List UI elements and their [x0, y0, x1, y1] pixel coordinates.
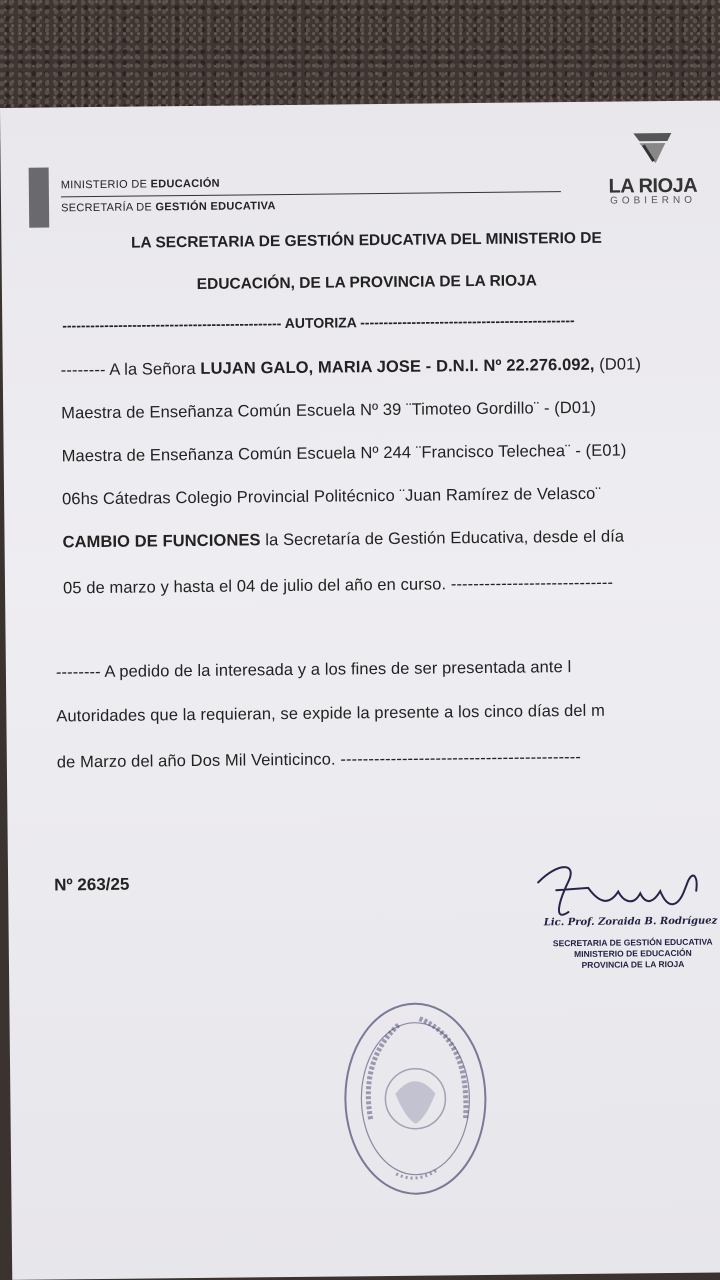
body-line-1-name: LUJAN GALO, MARIA JOSE - D.N.I. Nº 22.276.092,	[200, 355, 595, 378]
body-line-5	[62, 526, 720, 552]
logo-title: LA RIOJA	[608, 174, 698, 198]
body-line-5-suffix: la Secretaría de Gestión Educativa, desde el día	[260, 527, 625, 550]
body-line-2: Maestra de Enseñanza Común Escuela Nº 39 ¨Timoteo Gordillo¨ - (D01)	[61, 398, 597, 423]
logo-subtitle: GOBIERNO	[609, 194, 697, 207]
body-line-1	[61, 354, 720, 380]
signatory-title-line2: MINISTERIO DE EDUCACIÓN	[574, 947, 692, 960]
secretaria-prefix: SECRETARÍA DE	[60, 201, 153, 215]
ministry-name: EDUCACIÓN	[150, 177, 220, 191]
autoriza-heading: ----------------------------------------------- AUTORIZA ----------------------------------------------	[62, 311, 575, 334]
body-line-6: 05 de marzo y hasta el 04 de julio del año en curso. -----------------------------	[62, 573, 614, 598]
body-line-1-prefix: -------- A la Señora	[60, 359, 201, 380]
ministry-prefix: MINISTERIO DE	[60, 178, 148, 192]
official-seal-stamp	[339, 998, 491, 1200]
document-title-line1: LA SECRETARIA DE GESTIÓN EDUCATIVA DEL MINISTERIO DE	[130, 229, 602, 252]
header-accent-bar	[29, 167, 50, 227]
header-rule	[61, 191, 561, 197]
body-line-5-bold: CAMBIO DE FUNCIONES	[62, 531, 261, 552]
body-line-9: de Marzo del año Dos Mil Veinticinco. -------------------------------------------	[56, 747, 582, 772]
signatory-title-line1: SECRETARIA DE GESTIÓN EDUCATIVA	[552, 936, 713, 949]
document-number: Nº 263/25	[54, 874, 130, 895]
body-line-7: -------- A pedido de la interesada y a los fines de ser presentada ante l	[55, 658, 572, 682]
body-line-4: 06hs Cátedras Colegio Provincial Politécnico ¨Juan Ramírez de Velasco¨	[62, 484, 602, 509]
document-title-line2: EDUCACIÓN, DE LA PROVINCIA DE LA RIOJA	[196, 272, 538, 293]
secretaria-name: GESTIÓN EDUCATIVA	[155, 200, 276, 214]
la-rioja-emblem-icon	[629, 131, 675, 171]
body-line-1-suffix: (D01)	[594, 355, 642, 374]
body-line-8: Autoridades que la requieran, se expide la presente a los cinco días del m	[56, 701, 606, 726]
body-line-3: Maestra de Enseñanza Común Escuela Nº 244 ¨Francisco Telechea¨ - (E01)	[61, 441, 627, 466]
document-page	[0, 100, 720, 1279]
secretaria-label	[61, 200, 276, 214]
la-rioja-logo	[592, 131, 713, 212]
signatory-title-block	[533, 936, 720, 971]
signatory-title-line3: PROVINCIA DE LA RIOJA	[581, 958, 685, 970]
ministry-label	[61, 178, 220, 192]
signatory-name: Lic. Prof. Zoraida B. Rodríguez	[543, 915, 718, 929]
